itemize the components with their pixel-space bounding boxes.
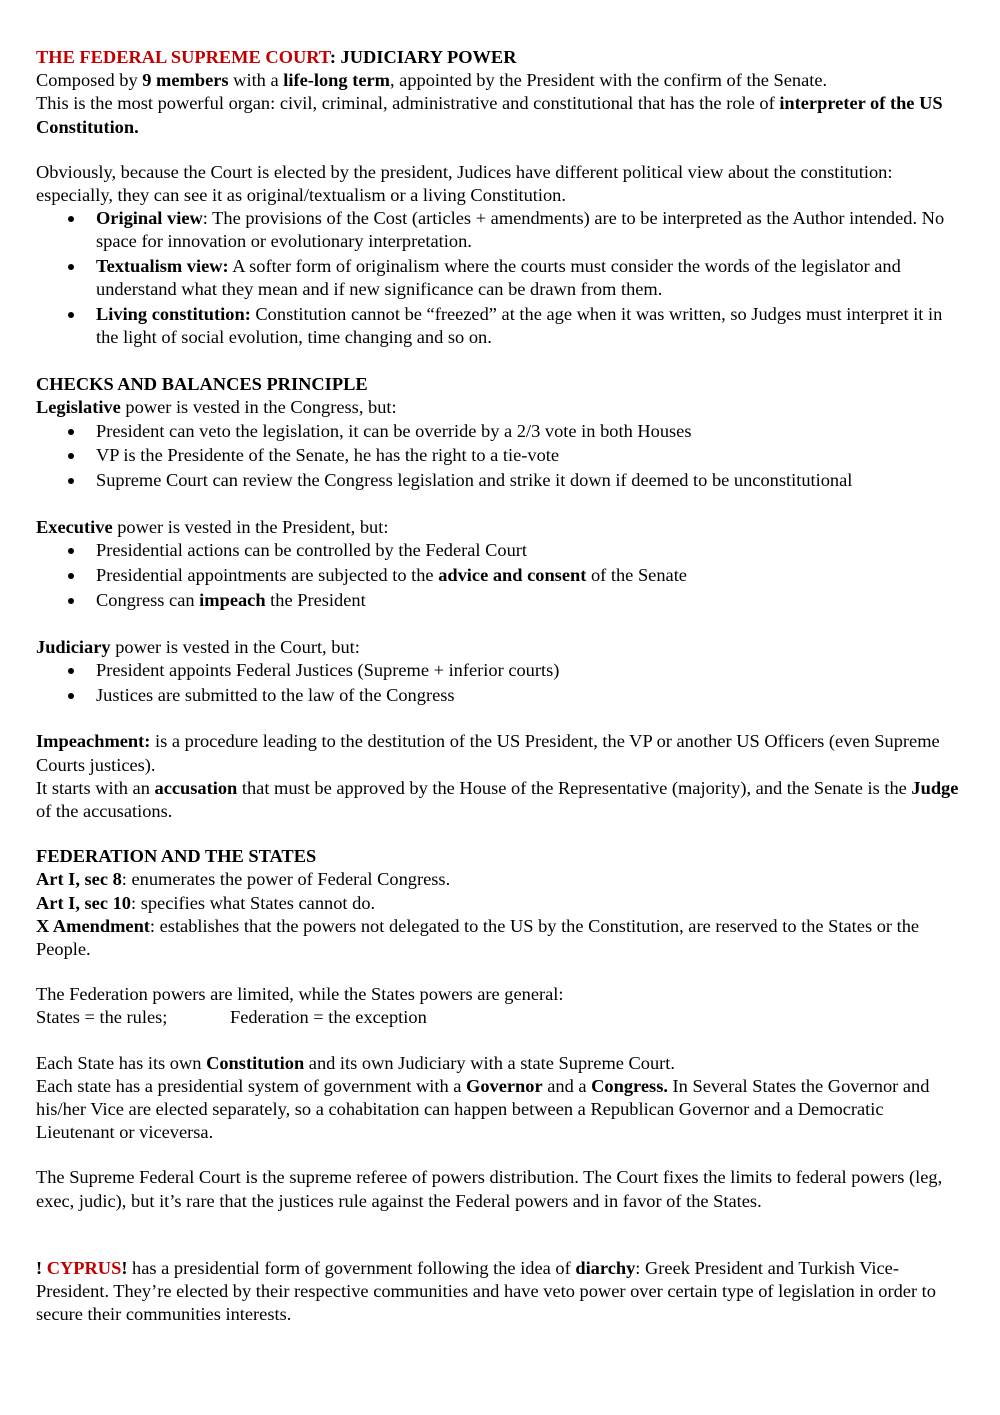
checks-balances-heading [36, 373, 962, 396]
federation-heading [36, 845, 962, 868]
text: and its own Judiciary with a state Supreme Court. [304, 1052, 675, 1073]
text: Each State has its own [36, 1052, 207, 1073]
federation-exception: Federation = the exception [230, 1007, 427, 1028]
bold-text: Art I, sec 8 [36, 869, 122, 890]
executive-list [36, 539, 962, 612]
text: has a presidential form of government following the idea of [127, 1257, 576, 1278]
bold-text: Executive [36, 517, 113, 538]
supreme-court-heading [36, 46, 962, 69]
text: is a procedure leading to the destitution of the US President, the VP or another US Officers (even Supreme Courts justices). [36, 731, 940, 775]
bold-text: Constitution [206, 1052, 305, 1073]
judiciary-list [36, 659, 962, 707]
text: Presidential actions can be controlled by the Federal Court [96, 540, 528, 561]
views-list [36, 207, 962, 349]
bold-text: Congress. [591, 1075, 668, 1096]
list-item [96, 564, 962, 587]
list-item [96, 303, 962, 349]
text: Presidential appointments are subjected to the [96, 565, 439, 586]
legislative-list [36, 420, 962, 493]
exclamation: ! [121, 1257, 128, 1278]
bold-text: Original view [96, 208, 203, 229]
text: that must be approved by the House of the Representative (majority), and the Senate is the [237, 777, 912, 798]
legislative-paragraph [36, 396, 962, 419]
exclamation: ! [36, 1257, 47, 1278]
bold-text: diarchy [575, 1257, 636, 1278]
text: power is vested in the Court, but: [110, 636, 360, 657]
text: of the accusations. [36, 801, 173, 822]
list-item [96, 539, 962, 562]
limited-powers-line: The Federation powers are limited, while the States powers are general: [36, 984, 564, 1005]
bold-text: 9 members [142, 70, 229, 91]
bold-text: advice and consent [438, 565, 587, 586]
bold-text: Judiciary [36, 636, 111, 657]
bold-text: Governor [466, 1075, 543, 1096]
bold-text: interpreter of the US Constitution. [36, 93, 943, 137]
bold-text: Judge [911, 777, 959, 798]
text: Congress can [96, 589, 200, 610]
text: power is vested in the President, but: [112, 517, 389, 538]
role-paragraph [36, 92, 962, 138]
composition-paragraph [36, 69, 962, 92]
list-item [96, 589, 962, 612]
text: Composed by [36, 70, 143, 91]
accusation-paragraph [36, 777, 962, 823]
list-item: President can veto the legislation, it can be override by a 2/3 vote in both Houses [96, 420, 962, 443]
text: : Greek President and Turkish Vice-President. They’re elected by their respective communities and have veto power over certain type of legislation in order to secure their communities interests. [36, 1257, 936, 1325]
text: It starts with an [36, 777, 155, 798]
text: : The provisions of the Cost (articles + amendments) are to be interpreted as the Author intended. No space for innovation or evolutionary interpretation. [96, 208, 945, 252]
views-intro-paragraph: Obviously, because the Court is elected by the president, Judices have different political view about the constitution: especially, they can see it as original/textualism or a living Constitution. [36, 161, 893, 206]
bold-text: accusation [154, 777, 238, 798]
bold-text: impeach [199, 589, 266, 610]
text: the President [265, 589, 366, 610]
list-item [96, 255, 962, 301]
states-rule: States = the rules; [36, 1007, 168, 1028]
text: : enumerates the power of Federal Congress. [121, 869, 451, 890]
state-government-paragraph [36, 1075, 962, 1145]
bold-text: Impeachment: [36, 731, 151, 752]
list-item: Justices are submitted to the law of the Congress [96, 684, 962, 707]
text: , appointed by the President with the confirm of the Senate. [389, 70, 828, 91]
heading-rest: : JUDICIARY POWER [329, 47, 517, 67]
list-item: VP is the Presidente of the Senate, he has the right to a tie-vote [96, 444, 962, 467]
text: Each state has a presidential system of government with a [36, 1075, 467, 1096]
impeachment-paragraph [36, 730, 962, 776]
heading-text: FEDERATION AND THE STATES [36, 846, 317, 867]
text: : establishes that the powers not delegated to the US by the Constitution, are reserved to the States or the People. [36, 915, 920, 960]
heading-text: CHECKS AND BALANCES PRINCIPLE [36, 374, 368, 395]
text: with a [228, 70, 284, 91]
bold-text: Living constitution: [96, 304, 251, 325]
cyprus-paragraph [36, 1257, 962, 1327]
list-item [96, 207, 962, 253]
text: In Several States the Governor and his/her Vice are elected separately, so a cohabitation can happen between a Republican Governor and a Democratic Lieutenant or viceversa. [36, 1075, 930, 1143]
x-amendment-line [36, 915, 962, 961]
list-item: Supreme Court can review the Congress legislation and strike it down if deemed to be unconstitutional [96, 469, 962, 492]
bold-text: Textualism view: [96, 256, 229, 277]
text: power is vested in the Congress, but: [120, 397, 397, 418]
executive-paragraph [36, 516, 962, 539]
heading-red: THE FEDERAL SUPREME COURT [36, 47, 330, 67]
text: This is the most powerful organ: civil, criminal, administrative and constitutional that has the role of [36, 93, 780, 114]
text: Constitution cannot be “freezed” at the age when it was written, so Judges must interpret it in the light of social evolution, time changing and so on. [96, 304, 943, 348]
text: and a [542, 1075, 592, 1096]
state-constitution-line [36, 1052, 962, 1075]
bold-text: life-long term [283, 70, 390, 91]
art1-sec8-line [36, 868, 962, 891]
judiciary-paragraph [36, 636, 962, 659]
text: of the Senate [586, 565, 687, 586]
list-item: President appoints Federal Justices (Supreme + inferior courts) [96, 659, 962, 682]
art1-sec10-line [36, 892, 962, 915]
text: : specifies what States cannot do. [131, 892, 376, 913]
cyprus-label: CYPRUS [46, 1257, 122, 1278]
bold-text: Art I, sec 10 [36, 892, 131, 913]
bold-text: X Amendment [36, 915, 150, 936]
bold-text: Legislative [36, 397, 121, 418]
rules-exception-row [36, 1006, 962, 1029]
referee-paragraph: The Supreme Federal Court is the supreme referee of powers distribution. The Court fixes the limits to federal powers (leg, exec, judic), but it’s rare that the justices rule against the Federal powers and in favor of the States. [36, 1167, 943, 1211]
text: A softer form of originalism where the courts must consider the words of the legislator and understand what they mean and if new significance can be drawn from them. [96, 256, 901, 300]
